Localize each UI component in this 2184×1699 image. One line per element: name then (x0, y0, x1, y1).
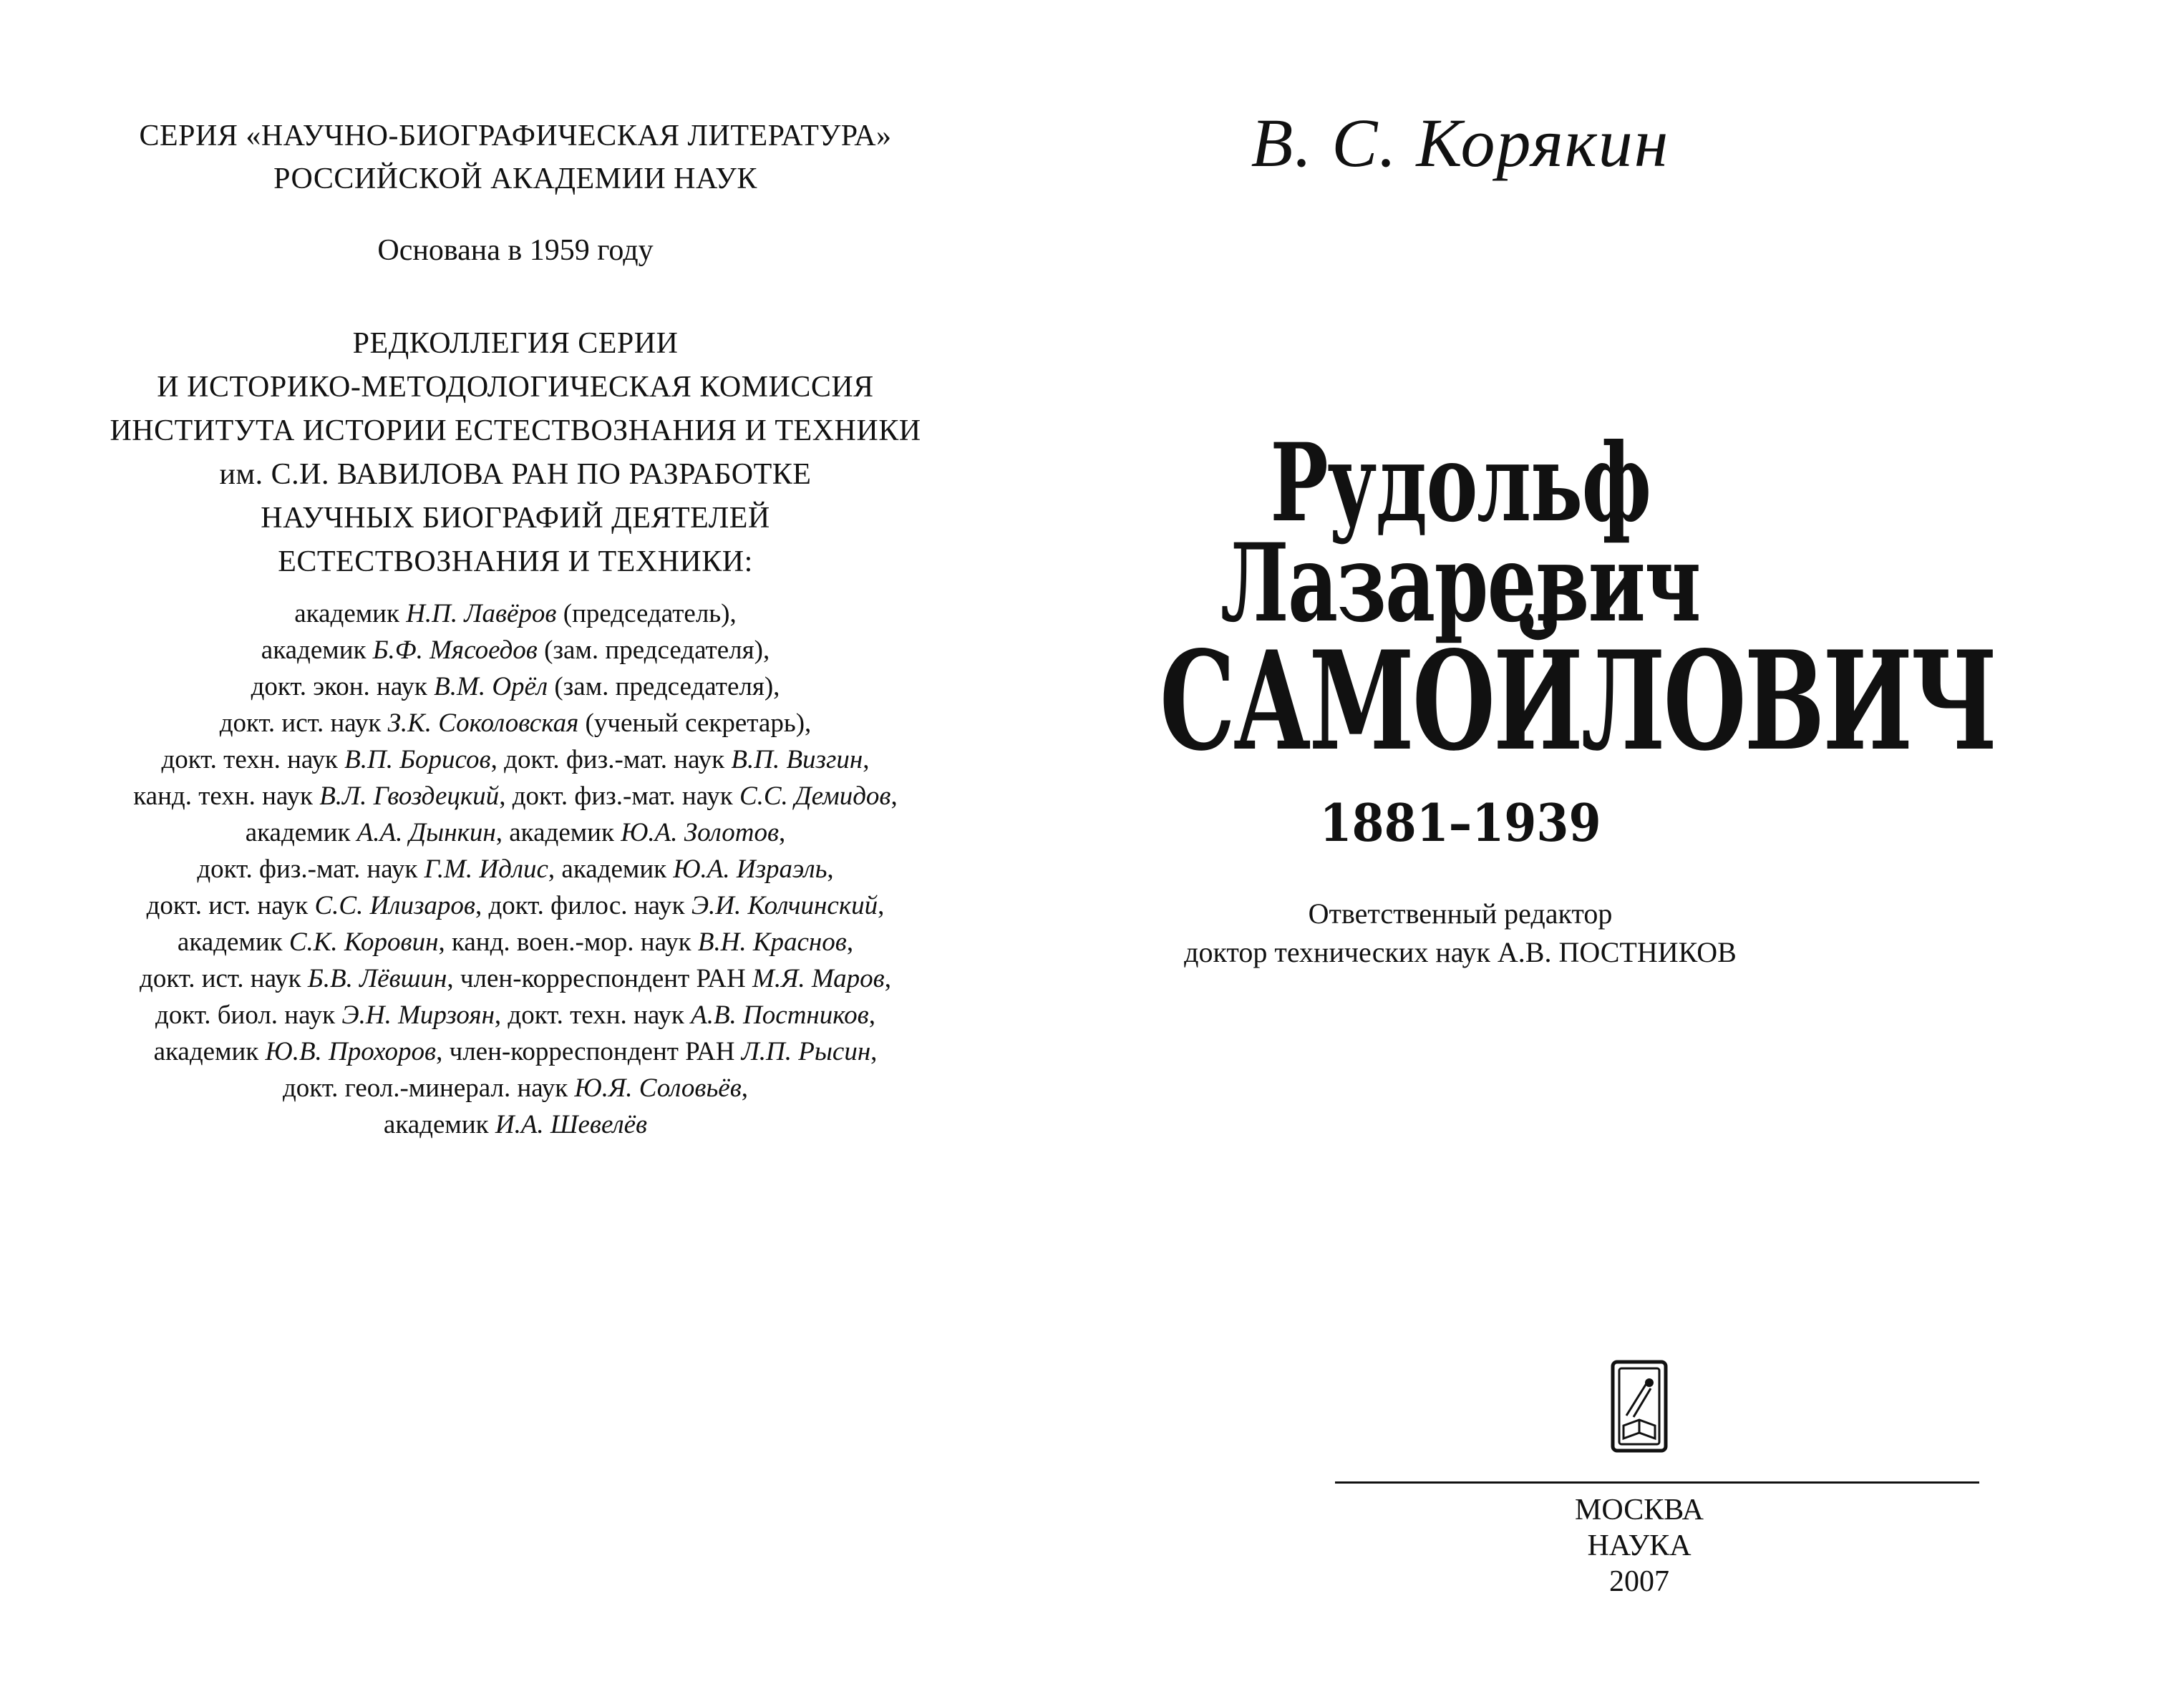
member-name: Б.В. Лёвшин (307, 964, 447, 993)
editor-line: Ответственный редактор (1308, 897, 1613, 930)
member-title: докт. геол.-минерал. наук (282, 1074, 575, 1103)
member-name: Н.П. Лавёров (406, 599, 557, 628)
member-title: докт. биол. наук (155, 1001, 342, 1030)
member-name: Б.Ф. Мясоедов (372, 636, 538, 665)
member-name: Э.Н. Мирзоян (341, 1001, 495, 1030)
member-title: , докт. физ.-мат. наук (490, 745, 732, 774)
left-page (0, 0, 1031, 1699)
member-name: Ю.А. Золотов (621, 818, 780, 847)
member-title: , (863, 745, 870, 774)
founded-note: Основана в 1959 году (377, 234, 654, 267)
member-title: докт. ист. наук (219, 709, 388, 738)
member-name: В.Л. Гвоздецкий (319, 782, 500, 811)
title-surname: САМОЙЛОВИЧ (1160, 621, 1996, 781)
member-title: , член-корреспондент РАН (436, 1037, 742, 1066)
member-title: (зам. председателя), (548, 672, 780, 701)
nauka-publisher-emblem-icon (1611, 1360, 1668, 1453)
member-title: докт. экон. наук (251, 672, 435, 701)
member-line (57, 632, 974, 668)
member-title: , (878, 891, 885, 920)
member-name: В.М. Орёл (434, 672, 548, 701)
imprint-year: 2007 (1609, 1565, 1669, 1598)
member-name: В.П. Борисов (344, 745, 491, 774)
member-title: канд. техн. наук (133, 782, 320, 811)
board-heading-line: им. С.И. ВАВИЛОВА РАН ПО РАЗРАБОТКЕ (219, 458, 812, 491)
series-line: СЕРИЯ «НАУЧНО-БИОГРАФИЧЕСКАЯ ЛИТЕРАТУРА» (139, 120, 892, 152)
member-title: академик (153, 1037, 266, 1066)
member-title: (ученый секретарь), (578, 709, 812, 738)
member-title: , академик (495, 818, 621, 847)
member-name: А.В. Постников (691, 1001, 869, 1030)
member-name: З.К. Соколовская (387, 709, 579, 738)
member-line (57, 1070, 974, 1106)
life-years: 1881–1939 (1319, 792, 1601, 853)
title-first-name: Рудольф (1270, 420, 1651, 546)
member-line (57, 705, 974, 741)
member-line (57, 595, 974, 632)
member-title: докт. техн. наук (161, 745, 345, 774)
member-name: Э.И. Колчинский (691, 891, 878, 920)
title-patronymic: Лазаревич (1220, 520, 1700, 646)
board-heading-line: И ИСТОРИКО-МЕТОДОЛОГИЧЕСКАЯ КОМИССИЯ (157, 371, 874, 404)
board-heading-line: ЕСТЕСТВОЗНАНИЯ И ТЕХНИКИ: (278, 545, 753, 578)
member-name: М.Я. Маров (752, 964, 885, 993)
member-name: С.С. Демидов (739, 782, 891, 811)
member-title: , (870, 1037, 878, 1066)
member-name: А.А. Дынкин (356, 818, 496, 847)
member-title: , член-корреспондент РАН (447, 964, 752, 993)
editorial-board-members (57, 595, 974, 1143)
member-title: , (827, 855, 834, 884)
member-title: (зам. председателя), (537, 636, 770, 665)
member-name: В.П. Визгин (731, 745, 863, 774)
member-title: , (868, 1001, 875, 1030)
imprint-city: МОСКВА (1575, 1494, 1704, 1527)
member-name: Л.П. Рысин (741, 1037, 871, 1066)
book-title (1031, 420, 1996, 781)
member-title: , докт. филос. наук (475, 891, 691, 920)
member-line (57, 997, 974, 1033)
board-heading-line: НАУЧНЫХ БИОГРАФИЙ ДЕЯТЕЛЕЙ (261, 502, 770, 535)
series-line: РОССИЙСКОЙ АКАДЕМИИ НАУК (273, 162, 757, 195)
member-line (57, 960, 974, 997)
member-line (57, 778, 974, 814)
member-line (57, 1033, 974, 1070)
member-title: , академик (548, 855, 674, 884)
member-name: С.К. Коровин (288, 928, 439, 957)
member-title: , (846, 928, 854, 957)
member-title: , докт. физ.-мат. наук (499, 782, 739, 811)
editorial-board-heading (57, 322, 974, 584)
member-title: , (779, 818, 786, 847)
member-name: С.С. Илизаров (314, 891, 475, 920)
imprint-publisher: НАУКА (1587, 1529, 1692, 1562)
editor-line: доктор технических наук А.В. ПОСТНИКОВ (1184, 936, 1737, 968)
right-page (1031, 0, 2184, 1699)
member-title: , (741, 1074, 749, 1103)
member-title: докт. ист. наук (146, 891, 315, 920)
imprint-divider (1335, 1481, 1979, 1484)
member-title: (председатель), (556, 599, 737, 628)
member-name: Ю.Я. Соловьёв (574, 1074, 742, 1103)
member-name: Ю.В. Прохоров (265, 1037, 437, 1066)
member-title: академик (177, 928, 289, 957)
member-title: , (890, 782, 898, 811)
member-name: Ю.А. Израэль (673, 855, 828, 884)
member-name: В.Н. Краснов (697, 928, 847, 957)
member-title: академик (245, 818, 357, 847)
board-heading-line: РЕДКОЛЛЕГИЯ СЕРИИ (352, 327, 679, 360)
member-line (57, 1106, 974, 1143)
member-title: докт. физ.-мат. наук (197, 855, 424, 884)
series-title (57, 115, 974, 200)
imprint (1031, 1492, 2184, 1600)
member-line (57, 668, 974, 705)
member-line (57, 887, 974, 924)
member-title: , докт. техн. наук (494, 1001, 691, 1030)
member-line (57, 851, 974, 887)
member-line (57, 814, 974, 851)
author-name: В. С. Корякин (1251, 104, 1670, 181)
member-title: академик (261, 636, 373, 665)
member-name: Г.М. Идлис (424, 855, 548, 884)
member-title: академик (383, 1110, 495, 1139)
member-title: докт. ист. наук (140, 964, 308, 993)
board-heading-line: ИНСТИТУТА ИСТОРИИ ЕСТЕСТВОЗНАНИЯ И ТЕХНИКИ (110, 414, 921, 447)
member-name: И.А. Шевелёв (495, 1110, 648, 1139)
member-line (57, 924, 974, 960)
member-title: академик (294, 599, 407, 628)
member-line (57, 741, 974, 778)
responsible-editor (1031, 895, 1890, 972)
member-title: , канд. воен.-мор. наук (438, 928, 698, 957)
member-title: , (884, 964, 891, 993)
